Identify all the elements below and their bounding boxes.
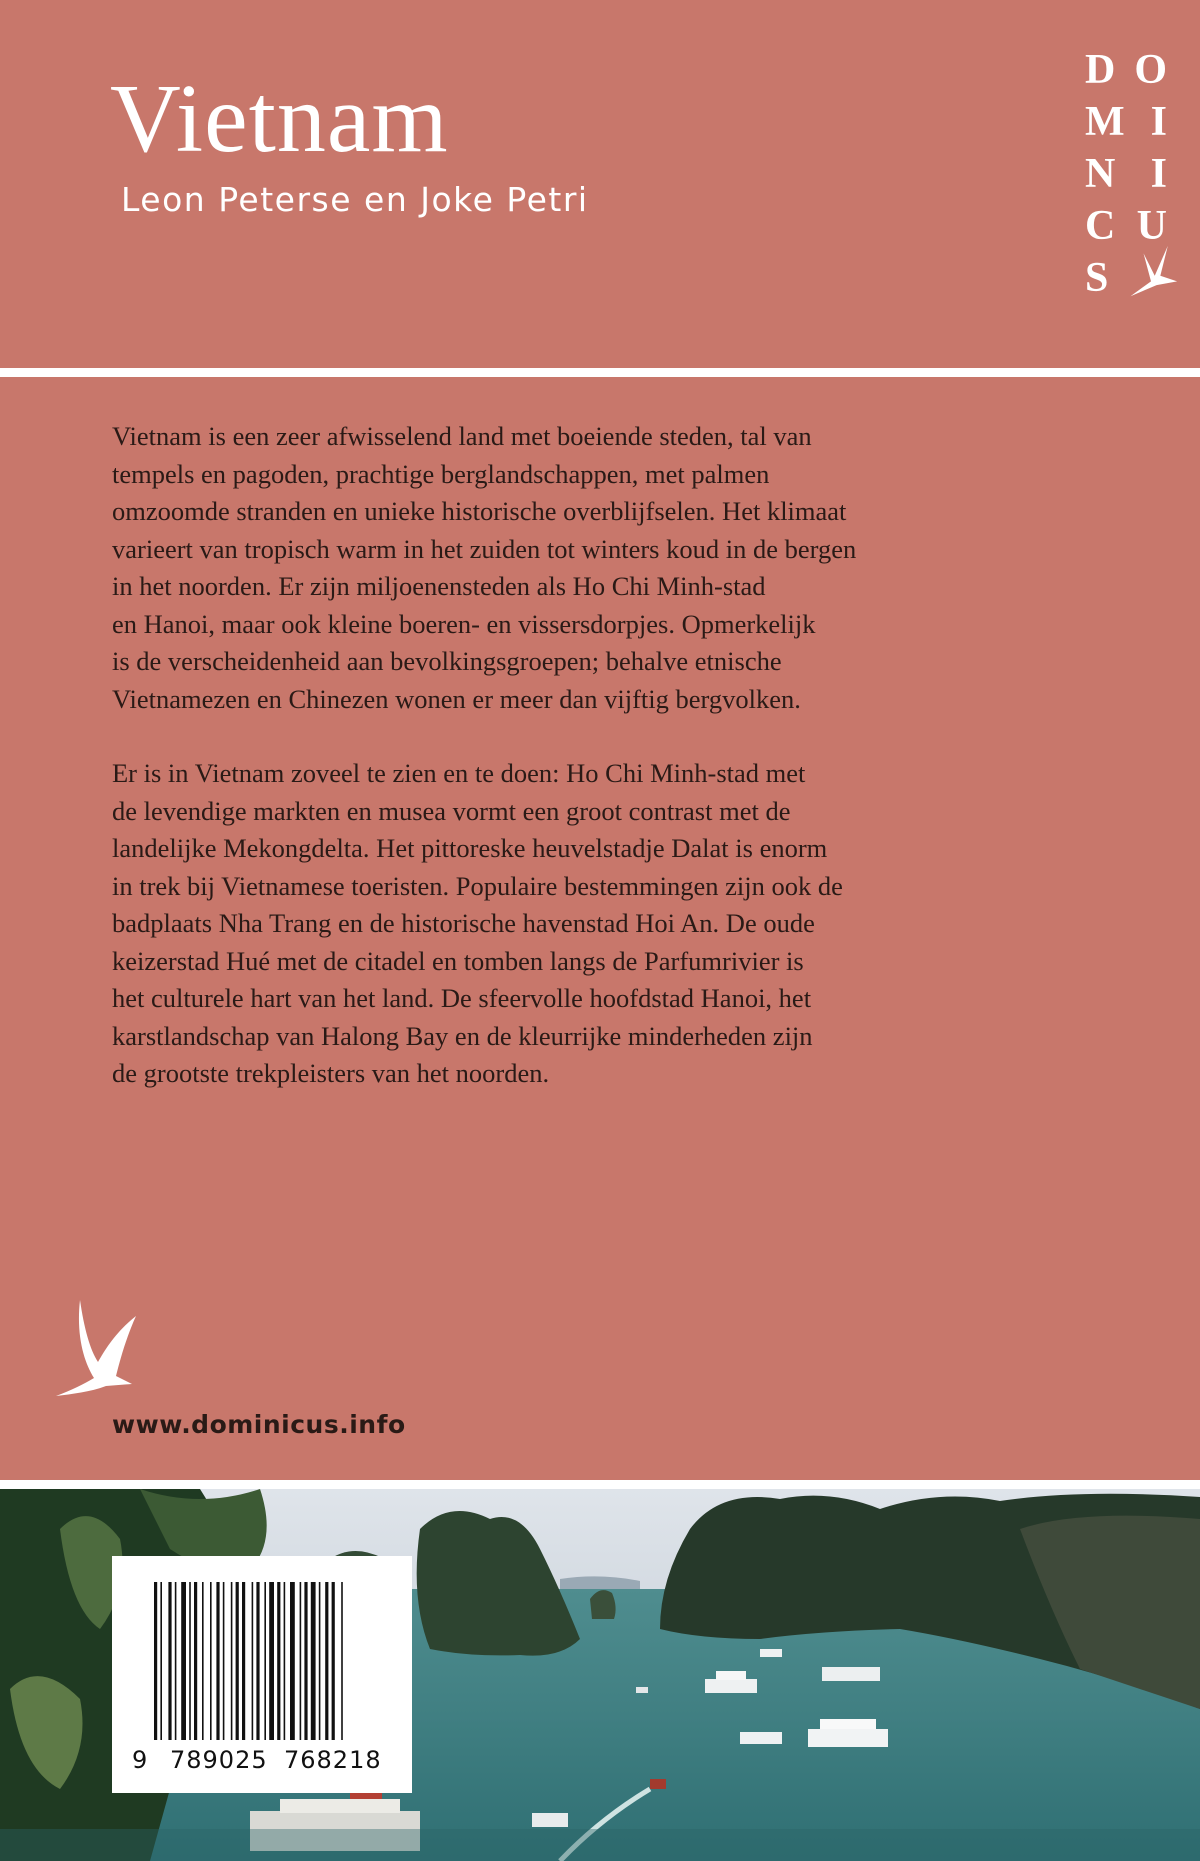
logo-letter: O bbox=[1134, 47, 1167, 93]
barcode-bar bbox=[175, 1582, 177, 1740]
bird-icon bbox=[54, 1298, 144, 1398]
barcode-bar bbox=[284, 1582, 286, 1740]
barcode-bar bbox=[269, 1582, 274, 1740]
barcode-bar bbox=[210, 1582, 212, 1740]
barcode-bar bbox=[264, 1582, 266, 1740]
barcode-bar bbox=[277, 1582, 280, 1740]
logo-letter: I bbox=[1150, 99, 1167, 145]
publisher-logo bbox=[1085, 44, 1177, 312]
barcode-bar bbox=[160, 1582, 162, 1740]
blurb-line: karstlandschap van Halong Bay en de kleurrijke minderheden zijn bbox=[112, 1020, 813, 1051]
barcode-bar bbox=[223, 1582, 225, 1740]
logo-letter: N bbox=[1085, 151, 1116, 197]
back-cover-blurb bbox=[112, 418, 1012, 1130]
logo-letter: U bbox=[1136, 203, 1167, 249]
barcode-bar bbox=[189, 1582, 191, 1740]
barcode-bars bbox=[154, 1582, 374, 1754]
blurb-line: landelijke Mekongdelta. Het pittoreske heuvelstadje Dalat is enorm bbox=[112, 833, 828, 863]
top-divider bbox=[0, 368, 1200, 377]
barcode-bar bbox=[154, 1582, 157, 1740]
barcode-bar bbox=[311, 1582, 316, 1740]
blurb-line: tempels en pagoden, prachtige berglandschappen, met palmen bbox=[112, 458, 770, 489]
blurb-line: het culturele hart van het land. De sfeervolle hoofdstad Hanoi, het bbox=[112, 983, 812, 1013]
bottom-divider bbox=[0, 1480, 1200, 1489]
blurb-line: omzoomde stranden en unieke historische overblijfselen. Het klimaat bbox=[112, 496, 847, 526]
blurb-line: badplaats Nha Trang en de historische havenstad Hoi An. De oude bbox=[112, 908, 815, 938]
barcode-bar bbox=[252, 1582, 254, 1740]
barcode-bar bbox=[194, 1582, 197, 1740]
logo-letter: I bbox=[1150, 151, 1167, 197]
blurb-line: Vietnamezen en Chinezen wonen er meer dan vijftig bergvolken. bbox=[112, 683, 801, 714]
barcode-bar bbox=[216, 1582, 219, 1740]
blurb-line: in het noorden. Er zijn miljoenensteden als Ho Chi Minh-stad bbox=[112, 571, 766, 601]
blurb-line: varieert van tropisch warm in het zuiden tot winters koud in de bergen bbox=[112, 533, 857, 564]
isbn-barcode bbox=[112, 1556, 412, 1793]
barcode-bar bbox=[304, 1582, 307, 1740]
blurb-line: Er is in Vietnam zoveel te zien en te doen: Ho Chi Minh-stad met bbox=[112, 758, 806, 788]
blurb-line: in trek bij Vietnamese toeristen. Populaire bestemmingen zijn ook de bbox=[112, 870, 843, 901]
barcode-bar bbox=[332, 1582, 335, 1740]
logo-letter: D bbox=[1085, 47, 1116, 93]
barcode-bar bbox=[256, 1582, 259, 1740]
logo-row bbox=[1085, 44, 1167, 96]
barcode-bar bbox=[168, 1582, 171, 1740]
blurb-line: keizerstad Hué met de citadel en tomben langs de Parfumrivier is bbox=[112, 945, 804, 976]
barcode-bar bbox=[300, 1582, 302, 1740]
barcode-bar bbox=[242, 1582, 245, 1740]
isbn-prefix-digit: 9 bbox=[132, 1746, 148, 1774]
barcode-bar bbox=[341, 1582, 343, 1740]
book-title: Vietnam bbox=[110, 65, 449, 173]
website-link[interactable]: www.dominicus.info bbox=[112, 1410, 406, 1439]
barcode-bar bbox=[236, 1582, 239, 1740]
barcode-bar bbox=[181, 1582, 186, 1740]
blurb-line: is de verscheidenheid aan bevolkingsgroepen; behalve etnische bbox=[112, 646, 782, 676]
barcode-bar bbox=[319, 1582, 321, 1740]
logo-letter: C bbox=[1085, 203, 1116, 249]
logo-row bbox=[1085, 96, 1167, 148]
blurb-line: en Hanoi, maar ook kleine boeren- en vissersdorpjes. Opmerkelijk bbox=[112, 608, 816, 639]
cover-header bbox=[0, 0, 1200, 368]
blurb-line: Vietnam is een zeer afwisselend land met boeiende steden, tal van bbox=[112, 421, 812, 451]
blurb-paragraph-1 bbox=[112, 418, 1012, 718]
book-authors: Leon Peterse en Joke Petri bbox=[121, 180, 589, 219]
blurb-line: de grootste trekpleisters van het noorden. bbox=[112, 1058, 550, 1088]
logo-row bbox=[1085, 148, 1167, 200]
blurb-paragraph-2 bbox=[112, 755, 1012, 1093]
barcode-bar bbox=[202, 1582, 204, 1740]
logo-letter: M bbox=[1085, 99, 1125, 145]
barcode-bar bbox=[325, 1582, 328, 1740]
blurb-line: de levendige markten en musea vormt een groot contrast met de bbox=[112, 795, 791, 826]
logo-letter: S bbox=[1085, 255, 1109, 301]
barcode-bar bbox=[290, 1582, 295, 1740]
isbn-right-group: 768218 bbox=[284, 1746, 382, 1774]
barcode-bar bbox=[231, 1582, 233, 1740]
isbn-left-group: 789025 bbox=[170, 1746, 268, 1774]
bird-icon bbox=[1123, 244, 1179, 300]
